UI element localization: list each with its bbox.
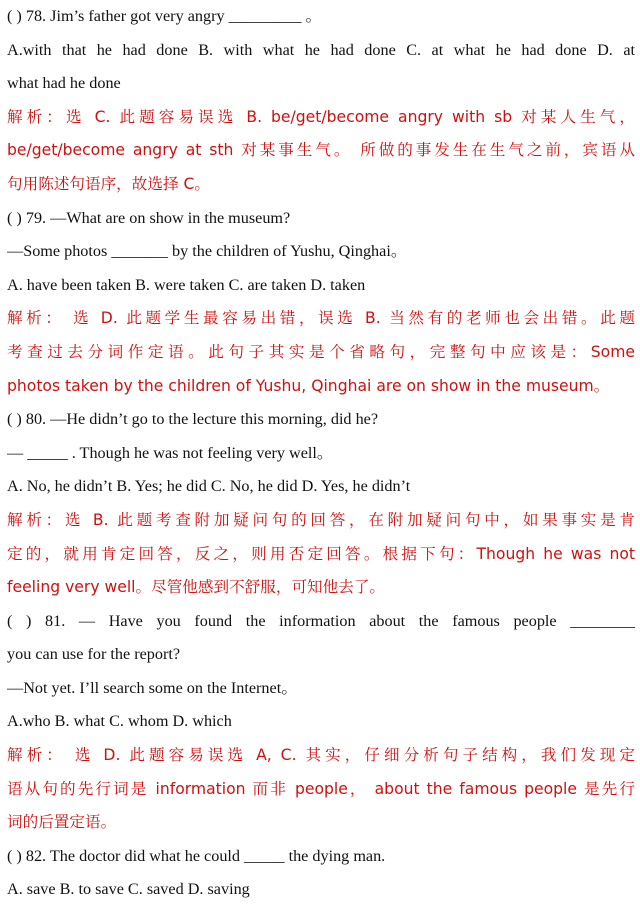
question-79 bbox=[7, 202, 635, 404]
question-stem: —Not yet. I’ll search some on the Internet。 bbox=[7, 678, 298, 697]
analysis-text: 解析：选 B. 此题考查附加疑问句的回答，在附加疑问句中，如果事实是肯 bbox=[7, 510, 635, 529]
answer-options: what had he done bbox=[7, 74, 121, 93]
question-stem: you can use for the report? bbox=[7, 645, 181, 664]
answer-options: A. No, he didn’t B. Yes; he did C. No, he did D. Yes, he didn’t bbox=[7, 477, 411, 496]
analysis-text: photos taken by the children of Yushu, Qinghai are on show in the museum。 bbox=[7, 376, 610, 395]
question-80 bbox=[7, 403, 635, 605]
answer-options: A. save B. to save C. saved D. saving bbox=[7, 880, 250, 899]
question-stem: ( ) 82. The doctor did what he could _____ the dying man. bbox=[7, 846, 386, 865]
question-81 bbox=[7, 605, 635, 840]
analysis-text: 解析：选 C. 此题容易误选 B. be/get/become angry with sb 对某人生气， bbox=[7, 107, 635, 126]
analysis-text: 考查过去分词作定语。此句子其实是个省略句，完整句中应该是：Some bbox=[7, 342, 635, 361]
analysis-text: 句用陈述句语序，故选择 C。 bbox=[7, 174, 210, 193]
question-stem: ( ) 79. —What are on show in the museum? bbox=[7, 208, 291, 227]
analysis-text: 语从句的先行词是 information 而非 people， about the famous people 是先行 bbox=[7, 779, 635, 798]
question-stem: — _____ . Though he was not feeling very well。 bbox=[7, 443, 334, 462]
answer-options: A. have been taken B. were taken C. are taken D. taken bbox=[7, 275, 366, 294]
analysis-text: feeling very well。尽管他感到不舒服，可知他去了。 bbox=[7, 578, 386, 597]
question-82 bbox=[7, 840, 635, 907]
question-stem: ( ) 78. Jim’s father got very angry _________ 。 bbox=[7, 7, 322, 25]
document-page bbox=[7, 0, 635, 907]
analysis-text: 定的，就用肯定回答，反之，则用否定回答。根据下句：Though he was not bbox=[7, 544, 635, 563]
answer-options: A.with that he had done B. with what he had done C. at what he had done D. at bbox=[7, 40, 635, 59]
analysis-text: 解析： 选 D. 此题学生最容易出错，误选 B. 当然有的老师也会出错。此题 bbox=[7, 309, 635, 328]
answer-options: A.who B. what C. whom D. which bbox=[7, 712, 232, 731]
question-stem: ( ) 80. —He didn’t go to the lecture this morning, did he? bbox=[7, 410, 379, 429]
question-78 bbox=[7, 0, 635, 202]
analysis-text: 词的后置定语。 bbox=[7, 813, 117, 832]
analysis-text: be/get/become angry at sth 对某事生气。 所做的事发生在生气之前，宾语从 bbox=[7, 141, 635, 160]
analysis-text: 解析： 选 D. 此题容易误选 A, C. 其实，仔细分析句子结构，我们发现定 bbox=[7, 746, 635, 765]
question-stem: —Some photos _______ by the children of Yushu, Qinghai。 bbox=[7, 242, 408, 261]
question-stem: ( ) 81. — Have you found the information about the famous people ________ bbox=[7, 611, 635, 630]
